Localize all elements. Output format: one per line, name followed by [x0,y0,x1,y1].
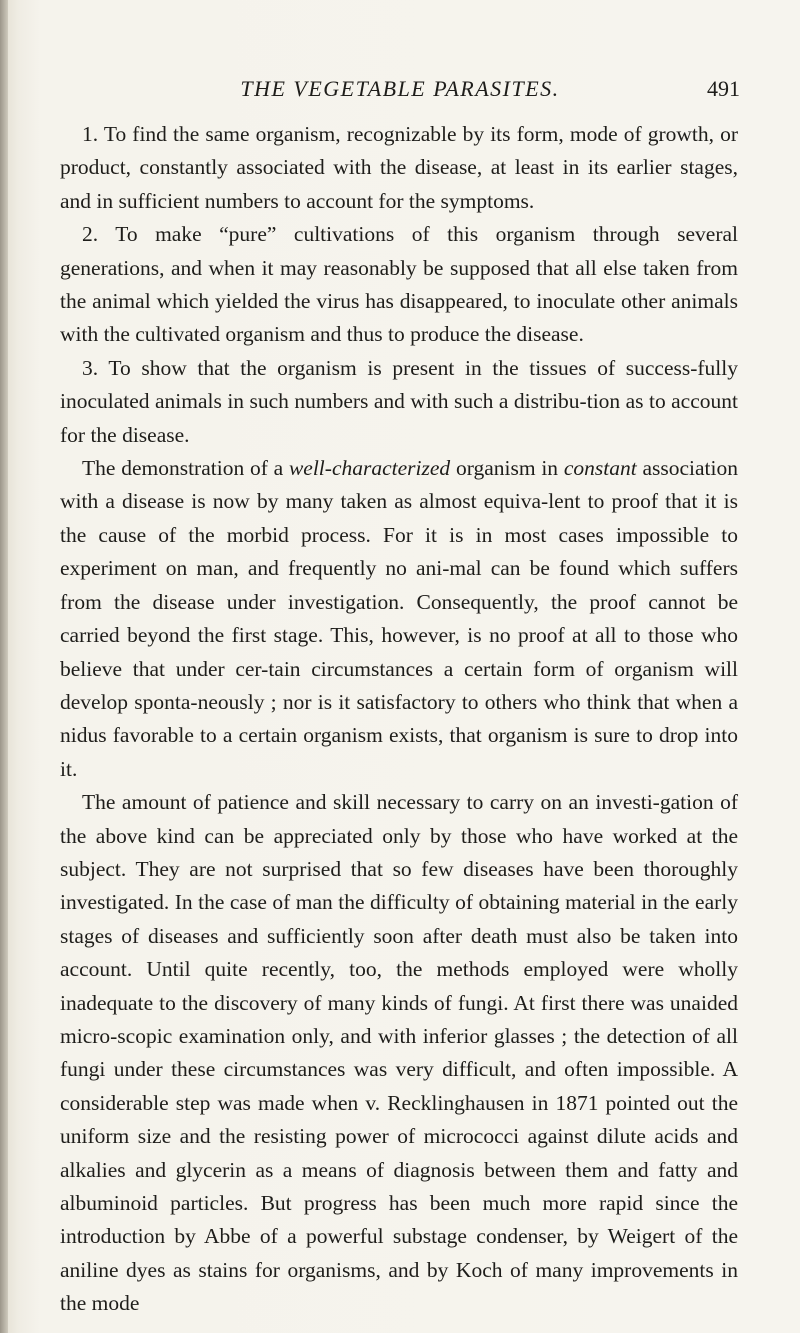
paragraph-4-pre: The demonstration of a [82,456,289,481]
page-number: 491 [707,76,740,101]
paragraph-4-emphasis-1: well-characterized [288,456,451,481]
paragraph-4-post: association with a disease is now by many taken as almost equiva-lent to proof that it is the cause of the morbid process. For it is in most cases impossible to experiment on man, and frequently no ani-mal can be found which suffers from the disease under investigation. Consequently, the proof cannot be carried beyond the first stage. This, however, is no proof at all to those who believe that under cer-tain circumstances a certain form of organism will develop sponta-neously ; nor is it satisfactory to others who think that when a nidus favorable to a certain organism exists, that organism is sure to drop into it. [60,456,738,781]
paragraph-3: 3. To show that the organism is present in the tissues of success-fully inoculated animals in such numbers and with such a distribu-tion as to account for the disease. [60,355,738,447]
paragraph-4-emphasis-2: constant [563,456,637,481]
running-title: THE VEGETABLE PARASITES. [240,76,560,101]
paragraph-2: 2. To make “pure” cultivations of this organism through several generations, and when it may reasonably be supposed that all else taken from the animal which yielded the virus has disappeared, to inoculate other animals with the cultivated organism and thus to produce the disease. [60,222,738,347]
page-body [60,118,738,1321]
paragraph-4 [60,452,738,786]
page-header [60,76,740,106]
paragraph-5: The amount of patience and skill necessary to carry on an investi-gation of the above kind can be appreciated only by those who have worked at the subject. They are not surprised that so few diseases have been thoroughly investigated. In the case of man the difficulty of obtaining material in the early stages of diseases and sufficiently soon after death must also be taken into account. Until quite recently, too, the methods employed were wholly inadequate to the discovery of many kinds of fungi. At first there was unaided micro-scopic examination only, and with inferior glasses ; the detection of all fungi under these circumstances was very difficult, and often impossible. A considerable step was made when v. Recklinghausen in 1871 pointed out the uniform size and the resisting power of micrococci against dilute acids and alkalies and glycerin as a means of diagnosis between them and fatty and albuminoid particles. But progress has been much more rapid since the introduction by Abbe of a powerful substage condenser, by Weigert of the aniline dyes as stains for organisms, and by Koch of many improvements in the mode [60,790,738,1316]
paragraph-4-mid: organism in [450,456,564,481]
paragraph-1: 1. To find the same organism, recognizable by its form, mode of growth, or product, constantly associated with the disease, at least in its earlier stages, and in sufficient numbers to account for the symptoms. [60,122,738,213]
page-binding-edge [0,0,8,1333]
